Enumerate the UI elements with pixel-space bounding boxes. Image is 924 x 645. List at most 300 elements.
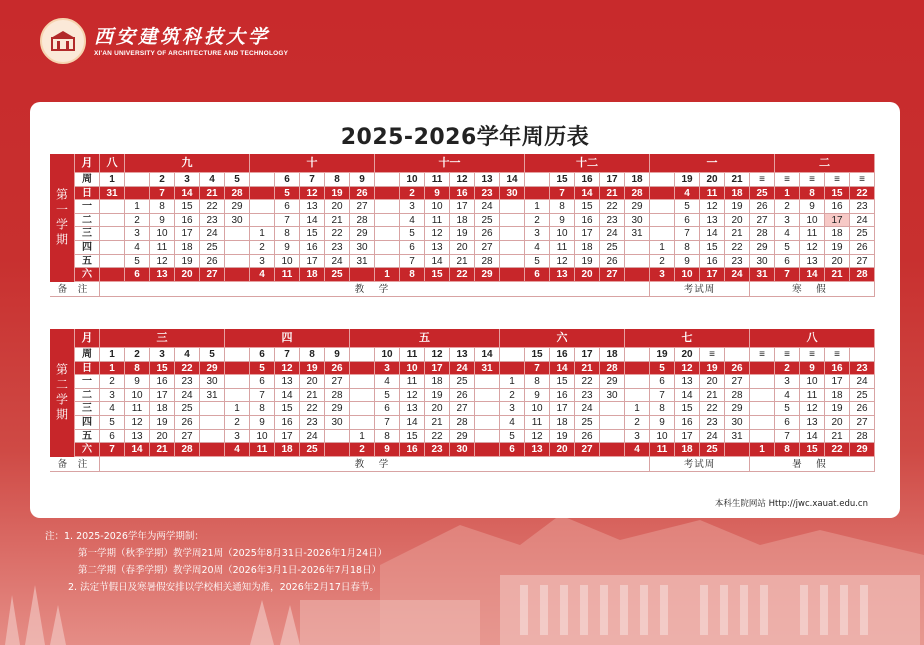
date-cell: 27 (850, 255, 875, 269)
month-name: 五 (350, 329, 500, 348)
week-number: 14 (475, 348, 500, 362)
date-cell: 18 (725, 187, 750, 201)
week-number: 3 (175, 173, 200, 187)
date-cell: 8 (275, 227, 300, 241)
date-cell: 25 (750, 187, 775, 201)
date-cell: 5 (775, 241, 800, 255)
date-cell (525, 187, 550, 201)
date-cell: 5 (125, 255, 150, 269)
month-name: 二 (775, 154, 875, 173)
date-cell: 3 (250, 255, 275, 269)
week-number: 4 (175, 348, 200, 362)
date-cell: 26 (175, 416, 200, 430)
date-cell: 30 (625, 214, 650, 228)
week-number: 3 (150, 348, 175, 362)
date-cell: 8 (125, 362, 150, 376)
date-cell: 2 (225, 416, 250, 430)
date-cell (225, 268, 250, 282)
date-cell: 23 (475, 187, 500, 201)
date-cell: 1 (750, 443, 775, 457)
date-cell: 2 (775, 362, 800, 376)
date-cell: 1 (625, 402, 650, 416)
date-cell: 23 (850, 200, 875, 214)
weekday-label: 一 (75, 200, 100, 214)
week-number: 9 (325, 348, 350, 362)
date-cell: 10 (800, 375, 825, 389)
date-cell: 6 (275, 200, 300, 214)
week-number: 2 (125, 348, 150, 362)
date-cell: 21 (725, 227, 750, 241)
date-cell: 17 (700, 268, 725, 282)
date-cell: 15 (700, 241, 725, 255)
date-cell (475, 416, 500, 430)
date-cell (100, 200, 125, 214)
week-number: ≡ (800, 173, 825, 187)
date-cell (350, 268, 375, 282)
weekday-label: 日 (75, 362, 100, 376)
date-cell (375, 241, 400, 255)
date-cell: 14 (275, 389, 300, 403)
date-cell: 19 (700, 362, 725, 376)
week-number: 4 (200, 173, 225, 187)
date-cell: 4 (250, 268, 275, 282)
week-number: ≡ (825, 173, 850, 187)
date-cell: 9 (550, 214, 575, 228)
date-cell: 19 (175, 255, 200, 269)
week-number: 1 (100, 348, 125, 362)
semester1-table (50, 154, 879, 297)
notes-line2: 第一学期（秋季学期）教学周21周（2025年8月31日-2026年1月24日） (78, 548, 388, 559)
date-cell: 30 (225, 214, 250, 228)
date-cell: 3 (525, 227, 550, 241)
date-cell: 9 (650, 416, 675, 430)
date-cell (500, 214, 525, 228)
weekday-label: 一 (75, 375, 100, 389)
date-cell: 22 (575, 375, 600, 389)
date-cell: 27 (850, 416, 875, 430)
date-cell: 10 (425, 200, 450, 214)
date-cell: 24 (325, 255, 350, 269)
date-cell: 20 (425, 402, 450, 416)
date-cell: 19 (425, 389, 450, 403)
date-cell: 8 (250, 402, 275, 416)
website-note: 本科生院网站 Http://jwc.xauat.edu.cn (714, 499, 868, 509)
date-cell: 16 (300, 241, 325, 255)
date-cell: 12 (125, 416, 150, 430)
date-cell (500, 268, 525, 282)
date-cell: 3 (400, 200, 425, 214)
date-cell (100, 255, 125, 269)
week-number: ≡ (750, 173, 775, 187)
week-number: 7 (300, 173, 325, 187)
date-cell: 24 (200, 227, 225, 241)
date-cell: 7 (775, 268, 800, 282)
date-cell: 27 (350, 200, 375, 214)
date-cell: 15 (550, 375, 575, 389)
teaching-note: 教 学 (100, 457, 650, 472)
date-cell: 17 (675, 430, 700, 444)
remark-label: 备 注 (50, 282, 100, 297)
date-cell: 10 (675, 268, 700, 282)
date-cell: 1 (525, 200, 550, 214)
week-number: 5 (225, 173, 250, 187)
date-cell: 14 (550, 362, 575, 376)
date-cell: 8 (775, 443, 800, 457)
weekday-label: 六 (75, 268, 100, 282)
winter-break-note: 寒 假 (750, 282, 875, 297)
date-cell: 27 (450, 402, 475, 416)
month-name: 十 (250, 154, 375, 173)
date-cell: 27 (575, 443, 600, 457)
date-cell: 7 (100, 443, 125, 457)
week-label: 周 (75, 348, 100, 362)
date-cell (500, 200, 525, 214)
week-label: 周 (75, 173, 100, 187)
month-name: 七 (625, 329, 750, 348)
date-cell: 6 (675, 214, 700, 228)
date-cell: 15 (575, 200, 600, 214)
date-cell: 29 (450, 430, 475, 444)
date-cell: 21 (575, 362, 600, 376)
date-cell (750, 375, 775, 389)
date-cell: 1 (100, 362, 125, 376)
date-cell: 20 (725, 214, 750, 228)
date-cell: 27 (475, 241, 500, 255)
date-cell: 20 (300, 375, 325, 389)
date-cell: 2 (775, 200, 800, 214)
date-cell: 14 (800, 268, 825, 282)
date-cell: 9 (800, 362, 825, 376)
date-cell: 4 (375, 375, 400, 389)
date-cell: 3 (375, 362, 400, 376)
date-cell: 5 (100, 416, 125, 430)
date-cell: 10 (150, 227, 175, 241)
date-cell: 29 (600, 375, 625, 389)
university-name-cn: 西安建筑科技大学 (94, 25, 271, 48)
date-cell: 27 (725, 375, 750, 389)
exam-week-note: 考试周 (650, 282, 750, 297)
date-cell (475, 443, 500, 457)
date-cell: 8 (400, 268, 425, 282)
date-cell: 12 (525, 430, 550, 444)
date-cell: 21 (700, 389, 725, 403)
date-cell: 29 (200, 362, 225, 376)
date-cell: 13 (700, 214, 725, 228)
date-cell: 18 (825, 227, 850, 241)
date-cell: 30 (325, 416, 350, 430)
date-cell: 24 (575, 402, 600, 416)
date-cell: 7 (650, 389, 675, 403)
date-cell: 31 (350, 255, 375, 269)
date-cell: 15 (175, 200, 200, 214)
week-number: 18 (625, 173, 650, 187)
date-cell: 7 (525, 362, 550, 376)
date-cell: 18 (275, 443, 300, 457)
date-cell: 7 (275, 214, 300, 228)
date-cell: 5 (275, 187, 300, 201)
week-number (650, 173, 675, 187)
notes-line1: 1. 2025-2026学年为两学期制： (64, 531, 204, 542)
date-cell: 28 (325, 389, 350, 403)
calendar-title: 2025-2026学年周历表 (340, 125, 590, 150)
date-cell: 13 (400, 402, 425, 416)
date-cell (750, 389, 775, 403)
date-cell (200, 430, 225, 444)
weekday-label: 四 (75, 416, 100, 430)
date-cell: 3 (500, 402, 525, 416)
date-cell: 8 (800, 187, 825, 201)
date-cell: 24 (175, 389, 200, 403)
week-number: 7 (275, 348, 300, 362)
date-cell: 18 (825, 389, 850, 403)
date-cell: 20 (450, 241, 475, 255)
semester2-table (50, 329, 879, 472)
semester2-label: 第二学期 (50, 329, 75, 457)
date-cell: 20 (550, 443, 575, 457)
date-cell: 22 (700, 402, 725, 416)
date-cell: 16 (275, 416, 300, 430)
date-cell: 9 (375, 443, 400, 457)
date-cell: 6 (775, 416, 800, 430)
week-number: 15 (550, 173, 575, 187)
date-cell: 15 (150, 362, 175, 376)
date-cell (650, 187, 675, 201)
date-cell: 31 (200, 389, 225, 403)
date-cell: 25 (475, 214, 500, 228)
date-cell: 23 (575, 389, 600, 403)
calendar-panel (30, 102, 900, 518)
date-cell: 9 (675, 255, 700, 269)
date-cell: 9 (800, 200, 825, 214)
date-cell: 11 (550, 241, 575, 255)
date-cell (225, 241, 250, 255)
date-cell: 26 (325, 362, 350, 376)
date-cell: 4 (100, 402, 125, 416)
date-cell: 1 (375, 268, 400, 282)
date-cell: 28 (725, 389, 750, 403)
date-cell: 30 (600, 389, 625, 403)
date-cell (650, 227, 675, 241)
date-cell: 14 (175, 187, 200, 201)
date-cell: 7 (250, 389, 275, 403)
date-cell: 22 (175, 362, 200, 376)
date-cell: 28 (750, 227, 775, 241)
date-cell (200, 443, 225, 457)
week-number: 8 (325, 173, 350, 187)
date-cell: 25 (700, 443, 725, 457)
date-cell: 24 (300, 430, 325, 444)
week-number: 19 (675, 173, 700, 187)
date-cell (375, 214, 400, 228)
date-cell (650, 200, 675, 214)
date-cell (475, 375, 500, 389)
date-cell: 11 (250, 443, 275, 457)
date-cell: 26 (600, 255, 625, 269)
date-cell: 12 (800, 402, 825, 416)
date-cell: 24 (475, 200, 500, 214)
date-cell (500, 227, 525, 241)
date-cell: 29 (850, 443, 875, 457)
date-cell: 22 (600, 200, 625, 214)
date-cell: 28 (475, 255, 500, 269)
week-number (350, 348, 375, 362)
date-cell: 12 (300, 187, 325, 201)
date-cell: 30 (450, 443, 475, 457)
date-cell: 24 (850, 214, 875, 228)
date-cell: 10 (400, 362, 425, 376)
notes-prefix: 注： (45, 531, 65, 542)
date-cell: 24 (450, 362, 475, 376)
date-cell (250, 214, 275, 228)
date-cell: 2 (350, 443, 375, 457)
date-cell: 26 (575, 430, 600, 444)
month-label: 月 (75, 329, 100, 348)
date-cell: 12 (700, 200, 725, 214)
date-cell (250, 187, 275, 201)
week-number: 10 (400, 173, 425, 187)
week-number: 1 (100, 173, 125, 187)
date-cell (225, 255, 250, 269)
week-number: 11 (400, 348, 425, 362)
date-cell: 6 (775, 255, 800, 269)
date-cell (200, 416, 225, 430)
date-cell: 2 (525, 214, 550, 228)
date-cell: 21 (325, 214, 350, 228)
date-cell: 25 (575, 416, 600, 430)
date-cell: 21 (150, 443, 175, 457)
date-cell: 7 (675, 227, 700, 241)
date-cell: 11 (150, 241, 175, 255)
week-number: 15 (525, 348, 550, 362)
week-number (125, 173, 150, 187)
date-cell: 12 (275, 362, 300, 376)
date-cell (600, 416, 625, 430)
date-cell: 4 (675, 187, 700, 201)
date-cell (375, 255, 400, 269)
date-cell: 21 (825, 430, 850, 444)
date-cell: 7 (375, 416, 400, 430)
date-cell: 25 (300, 443, 325, 457)
date-cell: 2 (625, 416, 650, 430)
date-cell: 13 (425, 241, 450, 255)
date-cell: 18 (150, 402, 175, 416)
date-cell: 7 (150, 187, 175, 201)
date-cell: 11 (525, 416, 550, 430)
date-cell (225, 227, 250, 241)
date-cell: 28 (850, 430, 875, 444)
date-cell: 17 (575, 227, 600, 241)
date-cell: 1 (250, 227, 275, 241)
date-cell: 9 (425, 187, 450, 201)
date-cell: 9 (150, 214, 175, 228)
date-cell (375, 227, 400, 241)
month-name: 八 (100, 154, 125, 173)
date-cell: 23 (725, 255, 750, 269)
date-cell (350, 416, 375, 430)
date-cell: 18 (175, 241, 200, 255)
week-number (225, 348, 250, 362)
week-number: ≡ (825, 348, 850, 362)
date-cell: 20 (325, 200, 350, 214)
date-cell: 22 (850, 187, 875, 201)
week-number: 2 (150, 173, 175, 187)
date-cell: 26 (750, 200, 775, 214)
date-cell: 13 (275, 375, 300, 389)
week-number: 21 (725, 173, 750, 187)
date-cell: 22 (325, 227, 350, 241)
date-cell: 4 (525, 241, 550, 255)
date-cell: 4 (400, 214, 425, 228)
date-cell (500, 241, 525, 255)
date-cell: 6 (375, 402, 400, 416)
date-cell: 5 (525, 255, 550, 269)
weekday-label: 六 (75, 443, 100, 457)
date-cell (350, 375, 375, 389)
week-number (625, 348, 650, 362)
date-cell: 7 (775, 430, 800, 444)
date-cell (625, 362, 650, 376)
week-number: 5 (200, 348, 225, 362)
date-cell (600, 430, 625, 444)
date-cell: 8 (375, 430, 400, 444)
week-number: 19 (650, 348, 675, 362)
date-cell: 12 (400, 389, 425, 403)
date-cell: 2 (100, 375, 125, 389)
date-cell: 21 (825, 268, 850, 282)
date-cell: 17 (450, 200, 475, 214)
date-cell (725, 443, 750, 457)
summer-break-note: 暑 假 (750, 457, 875, 472)
week-number: 6 (250, 348, 275, 362)
date-cell (750, 362, 775, 376)
date-cell: 20 (825, 255, 850, 269)
date-cell: 13 (800, 255, 825, 269)
date-cell: 1 (500, 375, 525, 389)
week-number: 13 (450, 348, 475, 362)
date-cell: 3 (625, 430, 650, 444)
date-cell: 3 (100, 389, 125, 403)
date-cell: 22 (725, 241, 750, 255)
weekday-label: 二 (75, 214, 100, 228)
date-cell: 28 (225, 187, 250, 201)
date-cell: 23 (200, 214, 225, 228)
date-cell: 14 (800, 430, 825, 444)
date-cell: 29 (350, 227, 375, 241)
date-cell: 9 (125, 375, 150, 389)
date-cell: 10 (125, 389, 150, 403)
date-cell: 24 (725, 268, 750, 282)
date-cell: 25 (850, 227, 875, 241)
date-cell: 2 (400, 187, 425, 201)
weekday-label: 五 (75, 255, 100, 269)
date-cell: 15 (800, 443, 825, 457)
date-cell: 28 (625, 187, 650, 201)
date-cell: 11 (400, 375, 425, 389)
week-number: 12 (425, 348, 450, 362)
week-number: 12 (450, 173, 475, 187)
date-cell: 31 (475, 362, 500, 376)
date-cell: 18 (450, 214, 475, 228)
date-cell: 27 (175, 430, 200, 444)
week-number (525, 173, 550, 187)
month-name: 六 (500, 329, 625, 348)
date-cell: 25 (200, 241, 225, 255)
date-cell (350, 389, 375, 403)
date-cell: 19 (325, 187, 350, 201)
date-cell: 14 (700, 227, 725, 241)
date-cell: 23 (425, 443, 450, 457)
weekday-label: 三 (75, 402, 100, 416)
